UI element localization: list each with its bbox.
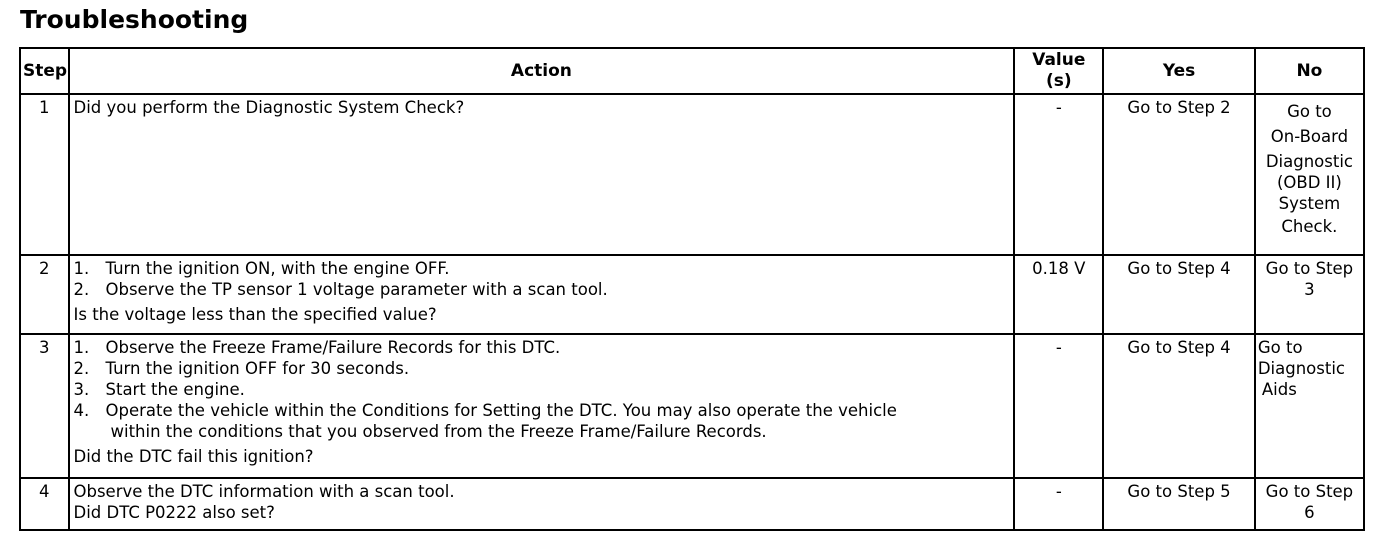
- no-line: Go to Step: [1265, 259, 1354, 278]
- header-value-line2: (s): [1045, 71, 1072, 91]
- yes-cell: Go to Step 4: [1103, 334, 1255, 478]
- action-step-text: Observe the TP sensor 1 voltage parameter with a scan tool.: [105, 280, 608, 299]
- no-cell: [1255, 478, 1364, 530]
- table-row: [20, 255, 1364, 334]
- no-line: Check.: [1281, 217, 1338, 236]
- yes-cell: Go to Step 2: [1103, 94, 1255, 255]
- header-action: Action: [69, 48, 1015, 94]
- troubleshooting-table: [19, 47, 1365, 531]
- no-line: Diagnostic: [1257, 359, 1345, 378]
- action-cell: [69, 255, 1015, 334]
- no-line: System: [1278, 194, 1341, 213]
- action-cell: [69, 334, 1015, 478]
- no-line: Go to Step: [1265, 482, 1354, 501]
- action-step-text: Turn the ignition OFF for 30 seconds.: [105, 359, 410, 378]
- header-step: Step: [20, 48, 69, 94]
- action-cell: [69, 94, 1015, 255]
- action-step-text: Observe the Freeze Frame/Failure Records for this DTC.: [105, 338, 561, 357]
- action-question: Did DTC P0222 also set?: [73, 503, 275, 522]
- no-line: 6: [1304, 503, 1315, 522]
- table-row: [20, 478, 1364, 530]
- no-line: (OBD II): [1276, 173, 1342, 192]
- table-row: [20, 334, 1364, 478]
- action-cell: [69, 478, 1015, 530]
- table-header-row: [20, 48, 1364, 94]
- action-step-item: [74, 279, 1010, 300]
- action-step-item: [74, 258, 1010, 279]
- no-cell: [1255, 94, 1364, 255]
- action-question: Is the voltage less than the specified value?: [73, 305, 437, 324]
- action-step-number: 3.: [73, 380, 90, 399]
- step-number: 1: [20, 94, 69, 255]
- page-title: Troubleshooting: [20, 5, 249, 34]
- no-line: Diagnostic: [1265, 152, 1353, 171]
- table-row: [20, 94, 1364, 255]
- action-step-item: [74, 400, 1010, 442]
- step-number: 4: [20, 478, 69, 530]
- header-value-line1: Value: [1032, 50, 1086, 70]
- action-steps-list: [74, 258, 1010, 300]
- action-step-number: 2.: [73, 280, 90, 299]
- no-line: Aids: [1261, 380, 1297, 399]
- action-step-text-block: [106, 400, 1010, 442]
- step-number: 2: [20, 255, 69, 334]
- header-yes: Yes: [1103, 48, 1255, 94]
- action-step-item: [74, 358, 1010, 379]
- value-cell: -: [1014, 94, 1103, 255]
- value-cell: -: [1014, 334, 1103, 478]
- no-line: On-Board: [1270, 127, 1349, 146]
- no-cell: [1255, 334, 1364, 478]
- action-step-number: 4.: [73, 401, 90, 420]
- no-line: Go to: [1257, 338, 1303, 357]
- no-cell: [1255, 255, 1364, 334]
- step-number: 3: [20, 334, 69, 478]
- action-question: Did the DTC fail this ignition?: [73, 447, 314, 466]
- action-step-number: 2.: [73, 359, 90, 378]
- value-cell: 0.18 V: [1014, 255, 1103, 334]
- action-question: Did you perform the Diagnostic System Check?: [73, 98, 465, 117]
- yes-cell: Go to Step 4: [1103, 255, 1255, 334]
- header-no: No: [1255, 48, 1364, 94]
- value-cell: -: [1014, 478, 1103, 530]
- action-step-item: [74, 379, 1010, 400]
- action-step-text: Turn the ignition ON, with the engine OFF.: [105, 259, 450, 278]
- action-step-text: Operate the vehicle within the Conditions for Setting the DTC. You may also operate the vehicle: [105, 401, 897, 420]
- yes-cell: Go to Step 5: [1103, 478, 1255, 530]
- no-line: 3: [1304, 280, 1315, 299]
- action-steps-list: [74, 337, 1010, 442]
- action-step-continuation: within the conditions that you observed from the Freeze Frame/Failure Records.: [110, 422, 767, 441]
- action-step-text: Start the engine.: [105, 380, 245, 399]
- action-step-number: 1.: [73, 338, 90, 357]
- header-value: [1014, 48, 1103, 94]
- action-step-number: 1.: [73, 259, 90, 278]
- action-step-item: [74, 337, 1010, 358]
- no-line: Go to: [1287, 102, 1332, 121]
- action-line: Observe the DTC information with a scan tool.: [73, 482, 455, 501]
